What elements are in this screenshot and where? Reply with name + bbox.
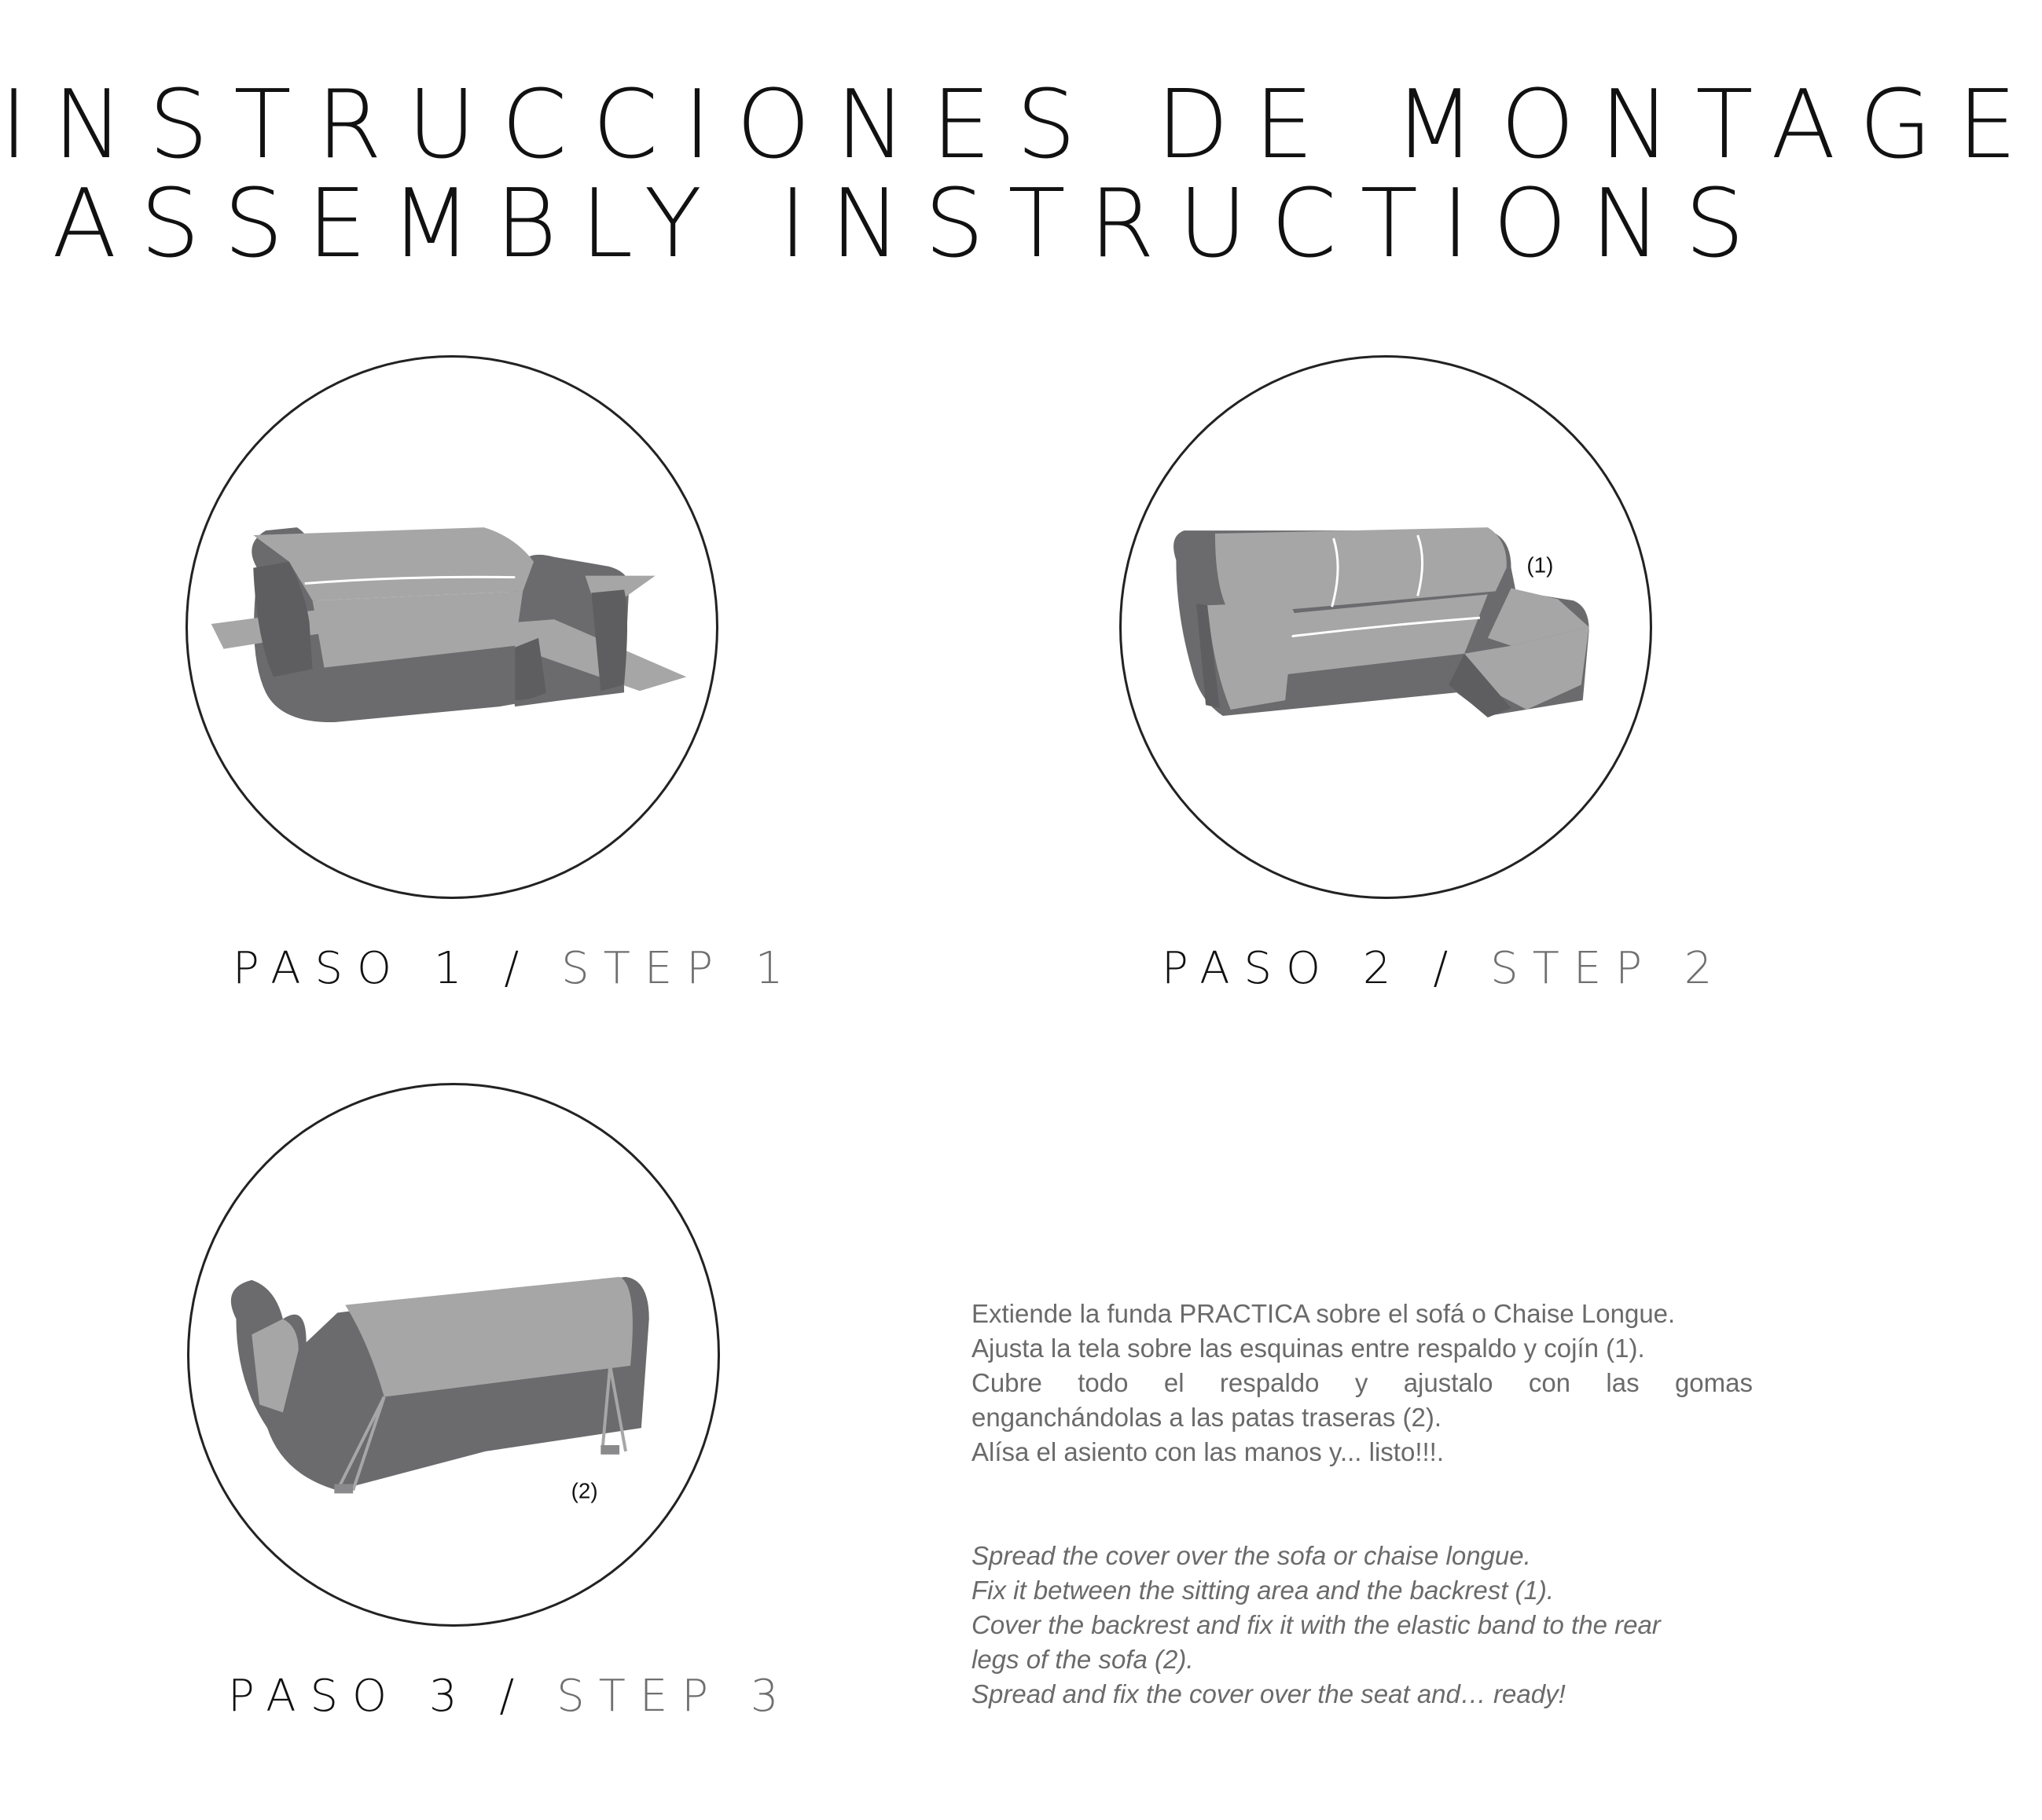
instruction-en-line: Spread and fix the cover over the seat and… ready! [971,1679,1566,1708]
instruction-en-line: Fix it between the sitting area and the backrest (1). [971,1576,1555,1605]
step-3-separator: / [499,1671,529,1722]
step-1-english: STEP 1 [561,943,798,994]
title-english: ASSEMBLY INSTRUCTIONS [52,170,1768,279]
instructions-spanish [971,1297,1753,1470]
step-2-separator: / [1433,943,1463,994]
instruction-en-line: Spread the cover over the sofa or chaise longue. [971,1541,1531,1570]
covered-chaise-sofa-icon [1122,358,1650,897]
instruction-es-line: Extiende la funda PRACTICA sobre el sofá o Chaise Longue. [971,1299,1676,1328]
step-2-illustration [1119,355,1652,899]
title-spanish: INSTRUCCIONES DE MONTAGE [0,71,2042,180]
instruction-en-line: legs of the sofa (2). [971,1645,1194,1674]
callout-1: (1) [1526,552,1554,578]
instructions-english [971,1539,1753,1712]
instruction-en-line: Cover the backrest and fix it with the elastic band to the rear [971,1610,1661,1639]
step-3-illustration [187,1083,720,1627]
step-2-spanish: PASO 2 [1162,943,1405,994]
step-2-label [1162,943,1726,994]
step-1-spanish: PASO 1 [233,943,476,994]
callout-2: (2) [571,1478,598,1503]
instruction-es-line: Cubre todo el respaldo y ajustalo con las gomas [971,1368,1753,1397]
step-1-label [233,943,797,994]
step-3-label [228,1671,792,1722]
step-3-spanish: PASO 3 [228,1671,472,1722]
instruction-es-line: Alísa el asiento con las manos y... listo!!!. [971,1437,1444,1466]
instruction-es-line: Ajusta la tela sobre las esquinas entre respaldo y cojín (1). [971,1334,1645,1363]
sofa-back-elastic-icon [189,1085,718,1624]
step-2-english: STEP 2 [1490,943,1727,994]
step-3-english: STEP 3 [556,1671,793,1722]
step-1-separator: / [504,943,534,994]
instruction-es-line: enganchándolas a las patas traseras (2). [971,1403,1442,1432]
step-1-illustration [185,355,718,899]
sofa-unfolding-cover-icon [188,358,716,897]
